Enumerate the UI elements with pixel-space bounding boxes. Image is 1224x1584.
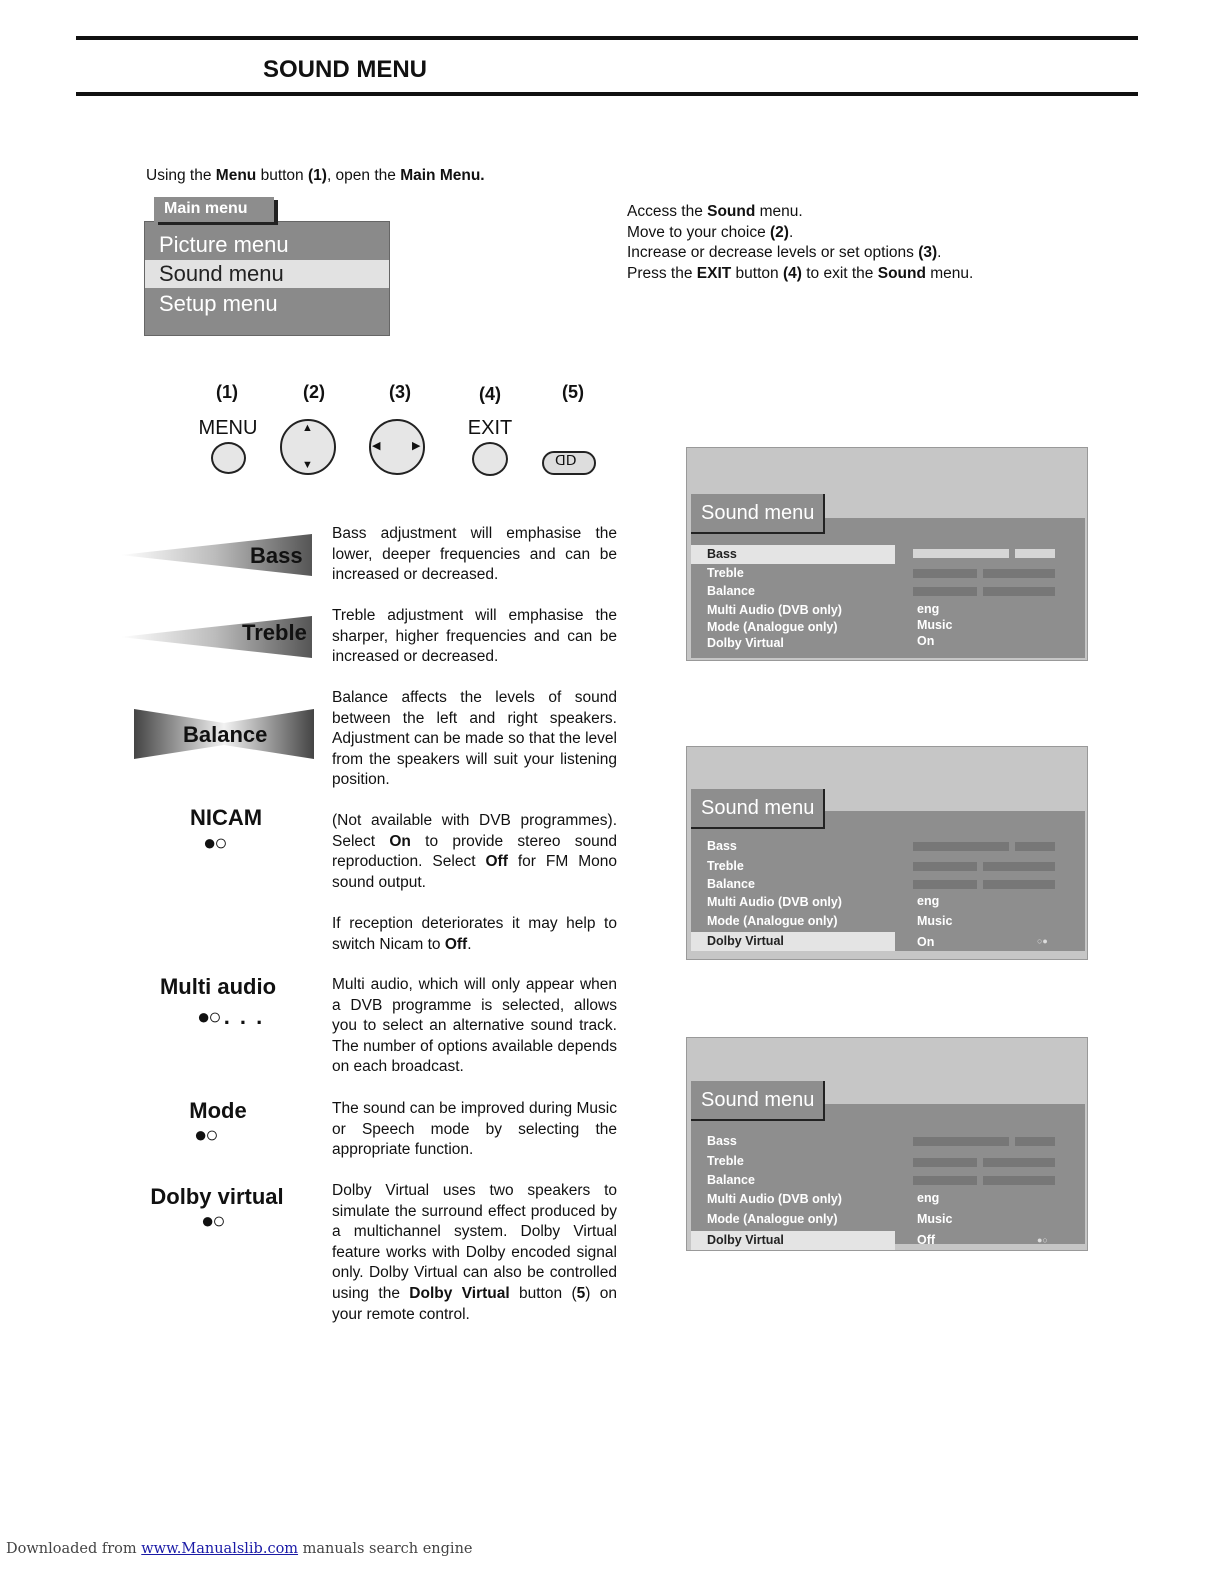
remote-number-4: (4) — [479, 384, 501, 404]
dolby-value: On — [917, 634, 935, 648]
remote-number-5: (5) — [562, 382, 584, 402]
mode-description: The sound can be improved during Music or Speech mode by selecting the appropriate function. — [332, 1100, 617, 1159]
dolby-virtual-symbol: ●○ — [201, 1208, 224, 1233]
treble-label: Treble — [242, 620, 307, 645]
screen-row-treble[interactable]: Treble — [707, 1154, 744, 1168]
screen-title: Sound menu — [691, 789, 825, 829]
screen-row-dolby[interactable]: Dolby Virtual — [691, 1231, 895, 1250]
treble-bar-right — [983, 1158, 1055, 1167]
mode-symbol: ●○ — [194, 1122, 217, 1147]
screen-row-multi-audio[interactable]: Multi Audio (DVB only) — [707, 1192, 842, 1206]
intro-text — [146, 166, 485, 187]
screen-row-mode[interactable]: Mode (Analogue only) — [707, 914, 838, 928]
screen-row-treble[interactable]: Treble — [707, 859, 744, 873]
title-rule — [76, 92, 1138, 96]
page-title: SOUND MENU — [263, 56, 428, 83]
sound-menu-screen-1 — [686, 447, 1088, 661]
remote-number-3: (3) — [389, 382, 411, 402]
main-menu-item-picture[interactable]: Picture menu — [159, 232, 289, 257]
intro-menu: Menu — [215, 167, 257, 184]
main-menu-item-setup[interactable]: Setup menu — [159, 291, 278, 316]
footer-post: manuals search engine — [298, 1541, 473, 1557]
intro-pre: Using the — [146, 167, 216, 184]
treble-bar-right — [983, 862, 1055, 871]
dolby-value: On — [917, 935, 935, 949]
screen-row-bass[interactable]: Bass — [707, 839, 737, 853]
multi-audio-value: eng — [917, 1191, 940, 1205]
balance-description: Balance affects the levels of sound between the left and right speakers. Adjustment can be made so that the level from the speakers will suit your listening position. — [332, 689, 617, 789]
main-menu-tab: Main menu — [154, 197, 274, 222]
screen-row-mode[interactable]: Mode (Analogue only) — [707, 1212, 838, 1226]
multi-audio-title: Multi audio — [159, 974, 277, 999]
balance-bar — [913, 587, 977, 596]
treble-description: Treble adjustment will emphasise the sharper, higher frequencies and can be increased or decreased. — [332, 607, 617, 666]
multi-audio-value: eng — [917, 894, 940, 908]
down-arrow-icon: ▼ — [302, 459, 313, 471]
mode-value: Music — [917, 1212, 953, 1226]
instruction-line-4: Press the EXIT button (4) to exit the Sound menu. — [627, 264, 974, 282]
intro-num: (1) — [307, 167, 327, 184]
nicam-description: (Not available with DVB programmes). Select On to provide stereo sound reproduction. Select Off for FM Mono sound output. — [332, 812, 617, 891]
dolby-virtual-description: Dolby Virtual uses two speakers to simulate the surround effect produced by a multichannel system. Dolby Virtual feature works with Dolby encoded signal only. Dolby Virtual can also be controlled using the Dolby Virtual button (5) on your remote control. — [332, 1182, 617, 1323]
screen-row-multi-audio[interactable]: Multi Audio (DVB only) — [707, 603, 842, 617]
multi-audio-symbol: ●○ . . . — [197, 1004, 265, 1029]
left-arrow-icon: ◀ — [372, 440, 381, 452]
balance-label: Balance — [183, 722, 268, 747]
balance-bar-right — [983, 1176, 1055, 1185]
remote-number-1: (1) — [216, 382, 238, 402]
sound-menu-screen-3 — [686, 1037, 1088, 1251]
menu-button-label: MENU — [198, 417, 258, 439]
dolby-indicator-dots: ○● — [1037, 936, 1048, 946]
manualslib-link[interactable]: www.Manualslib.com — [141, 1541, 299, 1557]
bass-bar-right — [1015, 549, 1055, 558]
screen-row-balance[interactable]: Balance — [707, 877, 755, 891]
screen-title: Sound menu — [691, 1081, 825, 1121]
screen-title: Sound menu — [691, 494, 825, 534]
balance-bar — [913, 1176, 977, 1185]
mode-value: Music — [917, 914, 953, 928]
intro-main-menu: Main Menu. — [400, 167, 485, 184]
dolby-icon: ᗡᗞ — [555, 452, 577, 468]
treble-bar — [913, 569, 977, 578]
bass-bar-right — [1015, 1137, 1055, 1146]
screen-row-dolby[interactable]: Dolby Virtual — [707, 636, 784, 650]
balance-bar-right — [983, 587, 1055, 596]
treble-bar-right — [983, 569, 1055, 578]
main-menu-panel — [144, 221, 390, 336]
multi-audio-value: eng — [917, 602, 940, 616]
screen-row-bass[interactable]: Bass — [691, 545, 895, 564]
bass-bar — [913, 549, 1009, 558]
nicam-title: NICAM — [189, 805, 263, 830]
treble-bar — [913, 862, 977, 871]
screen-row-mode[interactable]: Mode (Analogue only) — [707, 620, 838, 634]
balance-bar-right — [983, 880, 1055, 889]
mode-value: Music — [917, 618, 953, 632]
screen-row-balance[interactable]: Balance — [707, 584, 755, 598]
nicam-symbol: ●○ — [203, 830, 226, 855]
bass-description: Bass adjustment will emphasise the lower, deeper frequencies and can be increased or decreased. — [332, 525, 617, 584]
instruction-line-2: Move to your choice (2). — [627, 223, 794, 241]
multi-audio-description: Multi audio, which will only appear when a DVB programme is selected, allows you to select an alternative sound track. The number of options available depends on each broadcast. — [332, 976, 617, 1076]
up-arrow-icon: ▲ — [302, 422, 313, 434]
main-menu-item-sound[interactable]: Sound menu — [145, 260, 389, 288]
bass-bar-right — [1015, 842, 1055, 851]
screen-row-multi-audio[interactable]: Multi Audio (DVB only) — [707, 895, 842, 909]
sound-menu-screen-2 — [686, 746, 1088, 960]
bass-bar — [913, 842, 1009, 851]
right-arrow-icon: ▶ — [412, 440, 421, 452]
footer-pre: Downloaded from — [6, 1541, 142, 1557]
bass-bar — [913, 1137, 1009, 1146]
mode-title: Mode — [189, 1098, 247, 1123]
exit-button[interactable] — [472, 442, 508, 476]
remote-number-2: (2) — [303, 382, 325, 402]
screen-row-balance[interactable]: Balance — [707, 1173, 755, 1187]
intro-mid: button — [256, 167, 308, 184]
dolby-virtual-title: Dolby virtual — [150, 1184, 284, 1209]
screen-row-dolby[interactable]: Dolby Virtual — [691, 932, 895, 951]
instruction-line-3: Increase or decrease levels or set options (3). — [627, 244, 942, 262]
menu-button[interactable] — [211, 442, 246, 474]
footer — [6, 1541, 473, 1557]
screen-row-bass[interactable]: Bass — [707, 1134, 737, 1148]
instructions — [627, 202, 1047, 284]
dolby-indicator-dots: ●○ — [1037, 1235, 1048, 1245]
intro-mid2: , open the — [326, 167, 401, 184]
exit-button-label: EXIT — [467, 417, 513, 439]
dolby-value: Off — [917, 1233, 936, 1247]
treble-bar — [913, 1158, 977, 1167]
bass-label: Bass — [250, 543, 303, 568]
balance-bar — [913, 880, 977, 889]
instruction-line-1: Access the Sound menu. — [627, 203, 803, 220]
screen-row-treble[interactable]: Treble — [707, 566, 744, 580]
top-rule — [76, 36, 1138, 40]
nicam-note: If reception deteriorates it may help to switch Nicam to Off. — [332, 915, 617, 953]
